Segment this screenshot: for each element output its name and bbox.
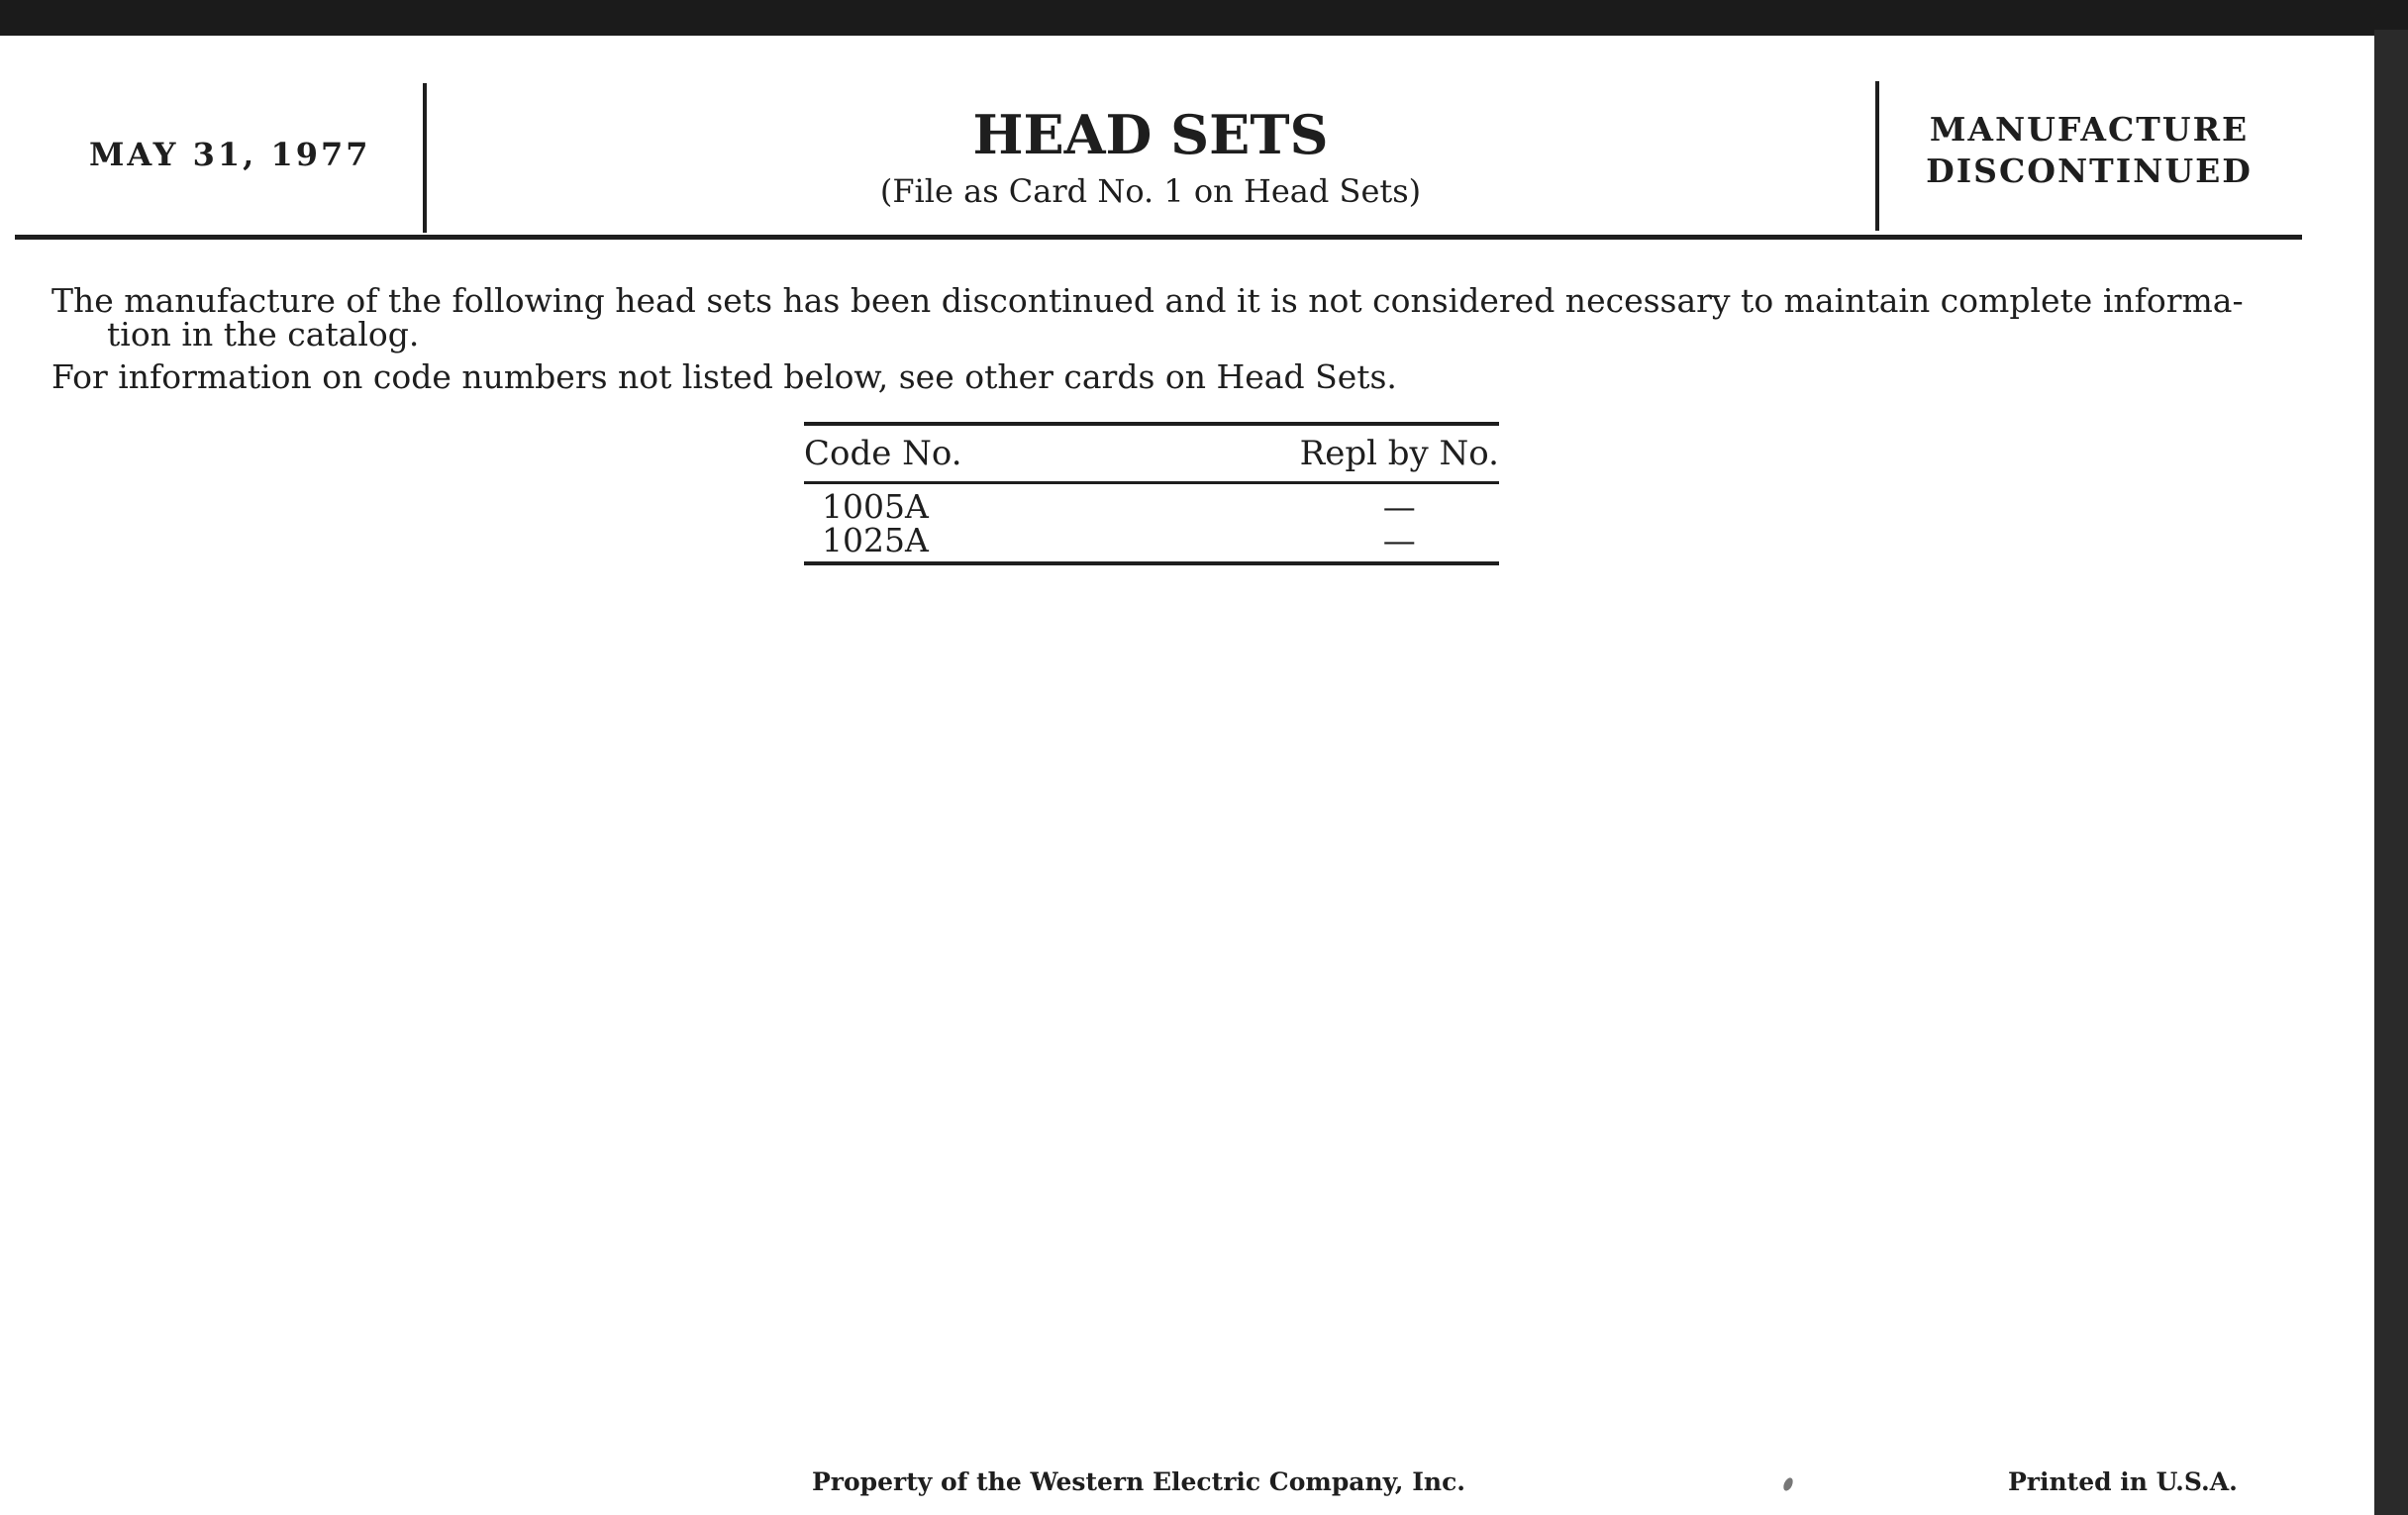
table-cell-code: 1025A: [822, 521, 929, 559]
catalog-card: [0, 36, 2378, 1515]
table-header-row: [804, 426, 1499, 481]
intro-paragraph-2: For information on code numbers not listed below, see other cards on Head Sets.: [51, 357, 1397, 396]
footer-property-note: Property of the Western Electric Company, Inc.: [812, 1467, 1466, 1496]
table-row: [804, 521, 1499, 559]
intro-paragraph-1-line-1: The manufacture of the following head sets has been discontinued and it is not considered necessary to maintain complete informa-: [51, 281, 2244, 320]
status-line-1: MANUFACTURE: [1929, 110, 2250, 149]
table-cell-repl: —: [1382, 521, 1416, 559]
column-header-repl: Repl by No.: [1299, 434, 1499, 473]
card-title: HEAD SETS: [972, 103, 1329, 166]
scan-edge-shadow: [2374, 30, 2408, 1515]
table-body: [804, 484, 1499, 561]
table-cell-repl: —: [1382, 487, 1416, 526]
intro-paragraph-1: [51, 281, 2250, 354]
status-label: [1881, 109, 2297, 192]
card-filing-note: (File as Card No. 1 on Head Sets): [879, 172, 1422, 210]
table-row: [804, 487, 1499, 526]
header-rule: [15, 235, 2302, 240]
footer-printed-note: Printed in U.S.A.: [2008, 1467, 2238, 1496]
intro-paragraph-1-line-2: tion in the catalog.: [107, 315, 420, 354]
column-header-code: Code No.: [804, 434, 962, 473]
table-bottom-rule: [804, 561, 1499, 565]
header-divider-right: [1875, 81, 1879, 231]
discontinued-table: [804, 422, 1499, 565]
table-cell-code: 1005A: [822, 487, 929, 526]
card-date: MAY 31, 1977: [89, 136, 371, 173]
status-line-2: DISCONTINUED: [1926, 152, 2253, 190]
